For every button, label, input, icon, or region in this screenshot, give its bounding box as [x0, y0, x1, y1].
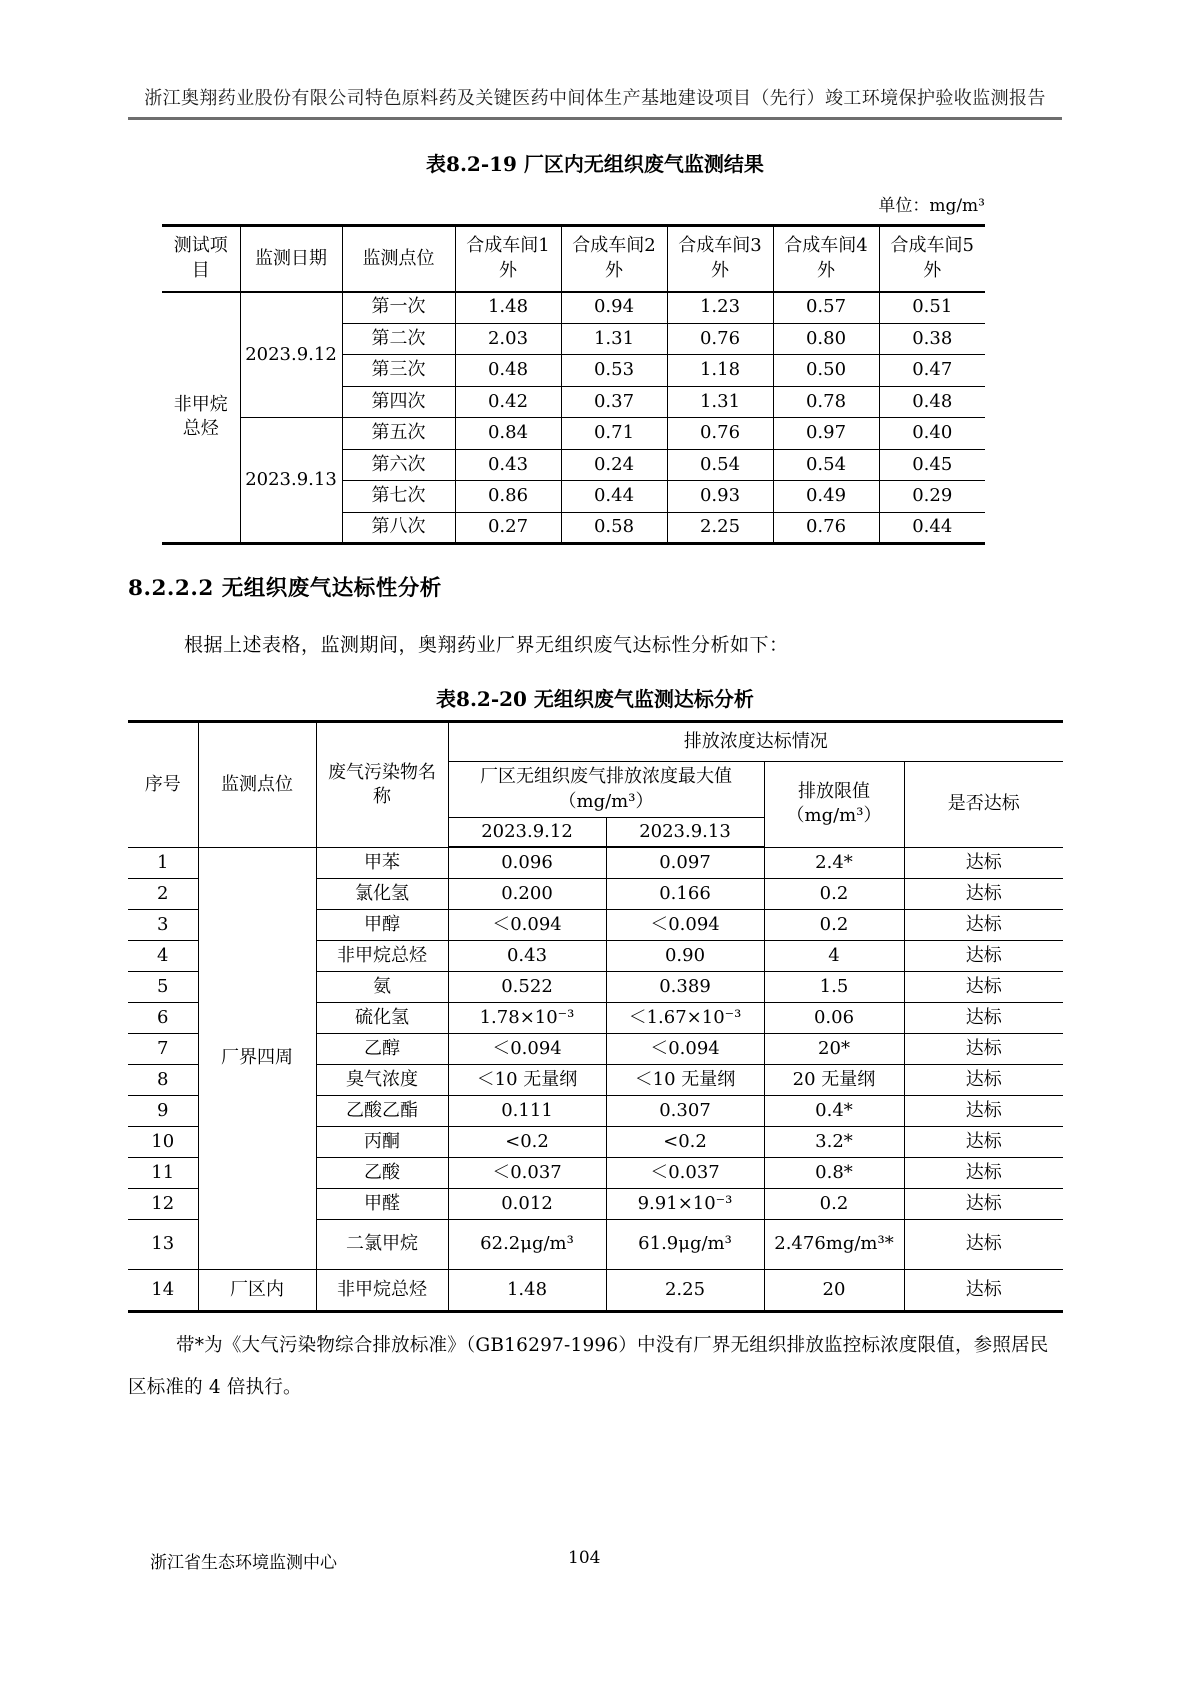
t1-run-label: 第四次 — [342, 386, 455, 418]
t1-value-cell: 0.48 — [455, 355, 561, 387]
t1-value-cell: 2.03 — [455, 323, 561, 355]
t1-value-cell: 0.53 — [561, 355, 667, 387]
t1-value-cell: 0.76 — [773, 512, 879, 544]
t2-seq-cell: 9 — [128, 1095, 198, 1126]
t2-pollutant-cell: 非甲烷总烃 — [316, 1269, 448, 1311]
t1-header-point: 监测点位 — [342, 226, 455, 292]
t2-seq-cell: 5 — [128, 971, 198, 1002]
t2-value-cell: <0.2 — [448, 1126, 606, 1157]
t2-status-cell: 达标 — [904, 1126, 1063, 1157]
table-row — [162, 418, 985, 450]
t2-value-cell: 2.25 — [606, 1269, 764, 1311]
t2-value-cell: ＜10 无量纲 — [606, 1064, 764, 1095]
t2-value-cell: 0.90 — [606, 940, 764, 971]
t2-value-cell: ＜0.094 — [448, 1033, 606, 1064]
t2-status-cell: 达标 — [904, 1157, 1063, 1188]
t2-limit-cell: 20 无量纲 — [764, 1064, 904, 1095]
t2-value-cell: 0.166 — [606, 878, 764, 909]
t2-pollutant-cell: 非甲烷总烃 — [316, 940, 448, 971]
t2-pollutant-cell: 甲醛 — [316, 1188, 448, 1219]
t2-value-cell: 0.111 — [448, 1095, 606, 1126]
table-compliance-analysis — [128, 720, 1063, 1313]
t1-value-cell: 0.37 — [561, 386, 667, 418]
t2-seq-cell: 7 — [128, 1033, 198, 1064]
t2-seq-cell: 12 — [128, 1188, 198, 1219]
t2-value-cell: 62.2μg/m³ — [448, 1219, 606, 1269]
t1-test-item-cell: 非甲烷总烃 — [162, 292, 240, 544]
t2-pollutant-cell: 乙醇 — [316, 1033, 448, 1064]
t2-pollutant-cell: 丙酮 — [316, 1126, 448, 1157]
table1-unit-note: 单位：mg/m³ — [878, 196, 985, 216]
t2-header-date1: 2023.9.12 — [448, 818, 606, 848]
t1-value-cell: 0.42 — [455, 386, 561, 418]
t2-status-cell: 达标 — [904, 878, 1063, 909]
t1-value-cell: 0.78 — [773, 386, 879, 418]
t1-value-cell: 0.76 — [667, 323, 773, 355]
t2-value-cell: 0.307 — [606, 1095, 764, 1126]
t1-run-label: 第二次 — [342, 323, 455, 355]
t2-status-cell: 达标 — [904, 1095, 1063, 1126]
t1-value-cell: 0.48 — [879, 386, 985, 418]
table-row — [128, 1269, 1063, 1311]
t1-run-label: 第七次 — [342, 481, 455, 513]
t2-pollutant-cell: 氨 — [316, 971, 448, 1002]
t2-value-cell: 0.096 — [448, 847, 606, 878]
t2-limit-cell: 0.2 — [764, 1188, 904, 1219]
t2-value-cell: ＜10 无量纲 — [448, 1064, 606, 1095]
t2-value-cell: 0.389 — [606, 971, 764, 1002]
t1-value-cell: 0.43 — [455, 449, 561, 481]
t1-header-date: 监测日期 — [240, 226, 342, 292]
t1-header-workshop1: 合成车间1外 — [455, 226, 561, 292]
t2-limit-cell: 0.8* — [764, 1157, 904, 1188]
t2-status-cell: 达标 — [904, 1219, 1063, 1269]
t1-value-cell: 0.80 — [773, 323, 879, 355]
t2-header-compliance: 是否达标 — [904, 762, 1063, 848]
t1-value-cell: 2.25 — [667, 512, 773, 544]
t1-header-test-item: 测试项目 — [162, 226, 240, 292]
t2-value-cell: 0.097 — [606, 847, 764, 878]
t1-value-cell: 0.84 — [455, 418, 561, 450]
t1-value-cell: 0.97 — [773, 418, 879, 450]
t2-value-cell: 0.522 — [448, 971, 606, 1002]
t2-limit-cell: 1.5 — [764, 971, 904, 1002]
t2-status-cell: 达标 — [904, 1002, 1063, 1033]
t2-seq-cell: 3 — [128, 909, 198, 940]
t2-value-cell: 1.78×10⁻³ — [448, 1002, 606, 1033]
t1-value-cell: 0.94 — [561, 292, 667, 324]
t2-value-cell: ＜0.037 — [448, 1157, 606, 1188]
page-footer — [128, 1548, 1062, 1573]
t2-seq-cell: 4 — [128, 940, 198, 971]
t1-value-cell: 0.71 — [561, 418, 667, 450]
t2-limit-cell: 2.4* — [764, 847, 904, 878]
t1-date-cell: 2023.9.12 — [240, 292, 342, 418]
t2-status-cell: 达标 — [904, 940, 1063, 971]
t2-point-cell: 厂界四周 — [198, 847, 316, 1269]
t2-header-pollutant: 废气污染物名称 — [316, 722, 448, 848]
t2-value-cell: <0.2 — [606, 1126, 764, 1157]
t1-value-cell: 0.93 — [667, 481, 773, 513]
table2-caption: 表8.2-20 无组织废气监测达标分析 — [436, 687, 754, 711]
t1-value-cell: 0.44 — [879, 512, 985, 544]
t2-seq-cell: 6 — [128, 1002, 198, 1033]
body-paragraph: 根据上述表格，监测期间，奥翔药业厂界无组织废气达标性分析如下： — [184, 634, 789, 656]
t2-status-cell: 达标 — [904, 909, 1063, 940]
t1-value-cell: 0.58 — [561, 512, 667, 544]
t1-value-cell: 1.48 — [455, 292, 561, 324]
t1-value-cell: 0.86 — [455, 481, 561, 513]
t1-value-cell: 1.31 — [667, 386, 773, 418]
t1-value-cell: 0.54 — [667, 449, 773, 481]
t2-value-cell: ＜0.094 — [448, 909, 606, 940]
t2-value-cell: 0.200 — [448, 878, 606, 909]
t2-status-cell: 达标 — [904, 971, 1063, 1002]
t2-pollutant-cell: 二氯甲烷 — [316, 1219, 448, 1269]
table-unorganized-gas-results — [162, 224, 985, 545]
t1-value-cell: 1.18 — [667, 355, 773, 387]
t2-header-status-group: 排放浓度达标情况 — [448, 722, 1063, 762]
t1-value-cell: 0.38 — [879, 323, 985, 355]
t2-seq-cell: 1 — [128, 847, 198, 878]
t1-value-cell: 0.47 — [879, 355, 985, 387]
t2-limit-cell: 2.476mg/m³* — [764, 1219, 904, 1269]
t1-value-cell: 0.24 — [561, 449, 667, 481]
t1-run-label: 第六次 — [342, 449, 455, 481]
t2-value-cell: 1.48 — [448, 1269, 606, 1311]
t1-value-cell: 1.23 — [667, 292, 773, 324]
t2-seq-cell: 13 — [128, 1219, 198, 1269]
t2-pollutant-cell: 甲苯 — [316, 847, 448, 878]
t1-value-cell: 0.57 — [773, 292, 879, 324]
table-row — [128, 722, 1063, 762]
page-number: 104 — [568, 1548, 601, 1568]
t2-limit-cell: 4 — [764, 940, 904, 971]
t1-header-workshop3: 合成车间3外 — [667, 226, 773, 292]
table1-caption: 表8.2-19 厂区内无组织废气监测结果 — [426, 152, 764, 176]
t2-status-cell: 达标 — [904, 1269, 1063, 1311]
t2-point-cell: 厂区内 — [198, 1269, 316, 1311]
t1-run-label: 第八次 — [342, 512, 455, 544]
t2-status-cell: 达标 — [904, 1064, 1063, 1095]
t2-value-cell: ＜0.094 — [606, 909, 764, 940]
t2-limit-cell: 0.4* — [764, 1095, 904, 1126]
t2-status-cell: 达标 — [904, 1188, 1063, 1219]
t1-value-cell: 0.76 — [667, 418, 773, 450]
t2-header-point: 监测点位 — [198, 722, 316, 848]
t2-value-cell: 9.91×10⁻³ — [606, 1188, 764, 1219]
table-row — [162, 226, 985, 292]
t1-value-cell: 0.40 — [879, 418, 985, 450]
t2-pollutant-cell: 乙酸 — [316, 1157, 448, 1188]
table-row — [128, 847, 1063, 878]
t1-run-label: 第五次 — [342, 418, 455, 450]
t1-date-cell: 2023.9.13 — [240, 418, 342, 544]
t1-header-workshop5: 合成车间5外 — [879, 226, 985, 292]
t2-header-date2: 2023.9.13 — [606, 818, 764, 848]
t1-value-cell: 0.27 — [455, 512, 561, 544]
t2-status-cell: 达标 — [904, 1033, 1063, 1064]
t2-seq-cell: 10 — [128, 1126, 198, 1157]
t2-value-cell: ＜0.037 — [606, 1157, 764, 1188]
t1-run-label: 第三次 — [342, 355, 455, 387]
t2-header-limit: 排放限值（mg/m³） — [764, 762, 904, 848]
t2-pollutant-cell: 臭气浓度 — [316, 1064, 448, 1095]
t2-status-cell: 达标 — [904, 847, 1063, 878]
table-row — [162, 292, 985, 324]
t2-limit-cell: 20* — [764, 1033, 904, 1064]
t2-limit-cell: 0.2 — [764, 878, 904, 909]
t2-header-seq: 序号 — [128, 722, 198, 848]
t2-seq-cell: 8 — [128, 1064, 198, 1095]
t2-pollutant-cell: 氯化氢 — [316, 878, 448, 909]
t2-seq-cell: 11 — [128, 1157, 198, 1188]
t1-header-workshop4: 合成车间4外 — [773, 226, 879, 292]
t1-value-cell: 0.45 — [879, 449, 985, 481]
table2-footnote: 带*为《大气污染物综合排放标准》（GB16297-1996）中没有厂界无组织排放监控标浓度限值，参照居民区标准的 4 倍执行。 — [128, 1334, 1049, 1398]
t2-limit-cell: 3.2* — [764, 1126, 904, 1157]
header-divider — [128, 117, 1062, 120]
t1-value-cell: 0.50 — [773, 355, 879, 387]
t2-header-max-group: 厂区无组织废气排放浓度最大值（mg/m³） — [448, 762, 764, 818]
t1-value-cell: 0.29 — [879, 481, 985, 513]
t1-value-cell: 0.44 — [561, 481, 667, 513]
t2-value-cell: 0.43 — [448, 940, 606, 971]
t2-limit-cell: 0.2 — [764, 909, 904, 940]
t1-value-cell: 1.31 — [561, 323, 667, 355]
t2-limit-cell: 20 — [764, 1269, 904, 1311]
t2-limit-cell: 0.06 — [764, 1002, 904, 1033]
document-header-title: 浙江奥翔药业股份有限公司特色原料药及关键医药中间体生产基地建设项目（先行）竣工环境保护验收监测报告 — [144, 88, 1046, 109]
t1-value-cell: 0.51 — [879, 292, 985, 324]
footer-organization: 浙江省生态环境监测中心 — [150, 1553, 337, 1573]
t2-seq-cell: 2 — [128, 878, 198, 909]
section-heading: 8.2.2.2 无组织废气达标性分析 — [128, 576, 442, 601]
t2-pollutant-cell: 甲醇 — [316, 909, 448, 940]
t2-seq-cell: 14 — [128, 1269, 198, 1311]
t1-value-cell: 0.49 — [773, 481, 879, 513]
t2-pollutant-cell: 乙酸乙酯 — [316, 1095, 448, 1126]
t1-header-workshop2: 合成车间2外 — [561, 226, 667, 292]
t2-pollutant-cell: 硫化氢 — [316, 1002, 448, 1033]
t1-run-label: 第一次 — [342, 292, 455, 324]
t1-value-cell: 0.54 — [773, 449, 879, 481]
t2-value-cell: 61.9μg/m³ — [606, 1219, 764, 1269]
t2-value-cell: ＜1.67×10⁻³ — [606, 1002, 764, 1033]
t2-value-cell: ＜0.094 — [606, 1033, 764, 1064]
t2-value-cell: 0.012 — [448, 1188, 606, 1219]
